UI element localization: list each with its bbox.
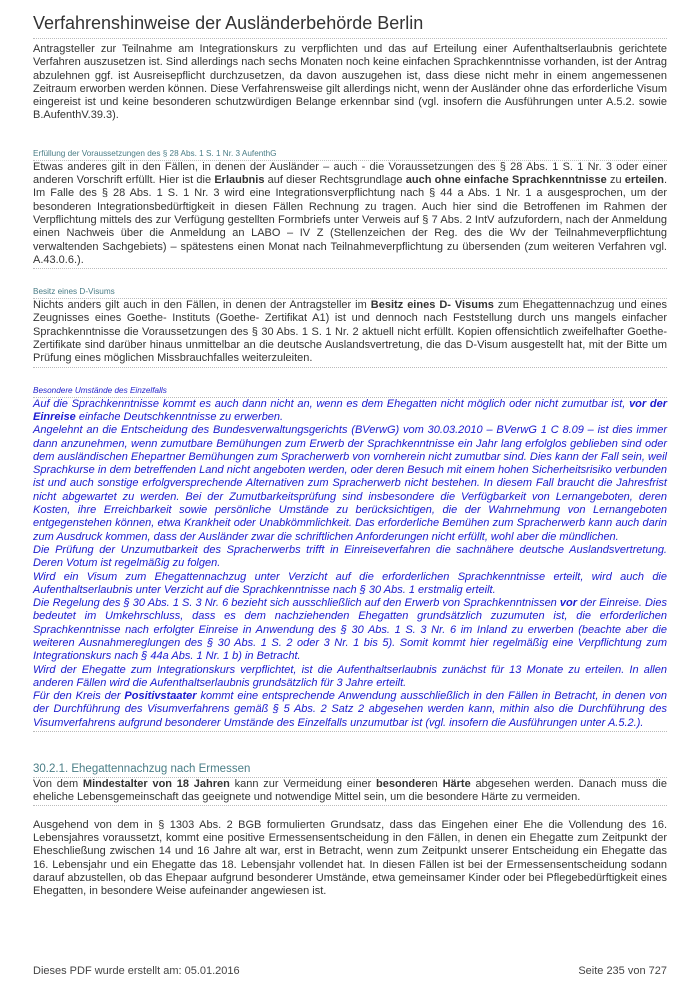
einzelfall-paragraph: Angelehnt an die Entscheidung des Bundesverwaltungsgerichts (BVerwG) vom 30.03.2010 – BVerwG 1 C 8.09 – ist dies immer dann anzunehmen, wenn zumutbare Bemühungen zum Erwerb der Sprachkenntnisse ein Jahr lang erfolglos geblieben sind oder dem ausländischen Ehepartner Bemühungen zum Spracherwerb von vornherein nicht zumutbar sind. Dies kann der Fall sein, weil Sprachkurse in dem betreffenden Land nicht angeboten werden, oder deren Besuch mit einem hohen Sicherheitsrisiko verbunden ist und auch sonstige erfolgversprechende Alternativen zum Spracherwerb nicht bestehen. In diesem Fall braucht die Jahresfrist nicht abgewartet zu werden. Bei der Zumutbarkeitsprüfung sind insbesondere die Verfügbarkeit von Lernangeboten, deren Kosten, ihre Erreichbarkeit sowie persönliche Umstände zu berücksichtigen, die der Wahrnehmung von Lernangeboten entgegenstehen können, etwa Krankheit oder Unabkömmlichkeit. Das erforderliche Bemühen zum Spracherwerb kann auch darin zum Ausdruck kommen, dass der Ausländer zwar die schriftlichen Anforderungen nicht erfüllt, wohl aber die mündlichen. xyxy=(33,424,667,543)
ehegattennachzug-paragraph: Ausgehend von dem in § 1303 Abs. 2 BGB formulierten Grundsatz, dass das Eingehen einer Ehe die Vollendung des 16. Lebensjahres voraussetzt, kommt eine positive Ermessensentscheidung in den Fällen, in denen ein Ehegatte zum Zeitpunkt der Eheschließung zwischen 14 und 16 Jahre alt war, erst in Betracht, wenn zum Zeitpunkt unserer Entscheidung ein Ehegatte das 16. Lebensjahr und ein Ehegatte das 18. Lebensjahr vollendet hat. In diesen Fällen ist bei der Ermessensentscheidung sodann darauf abzustellen, ob das Ehepaar aufgrund besonderer Umstände, etwa gemeinsamer Kinder oder bei Pflegebedürftigkeit eines Ehegatten, in besondere Weise aufeinander angewiesen ist. xyxy=(33,818,667,898)
page-title: Verfahrenshinweise der Ausländerbehörde Berlin xyxy=(33,12,667,39)
document-page xyxy=(33,0,667,898)
einzelfall-paragraph: Auf die Sprachkenntnisse kommt es auch dann nicht an, wenn es dem Ehegatten nicht möglich oder nicht zumutbar ist, vor der Einreise einfache Deutschkenntnisse zu erwerben. xyxy=(33,397,667,423)
intro-paragraph: Antragsteller zur Teilnahme am Integrationskurs zu verpflichten und das auf Erteilung einer Aufenthaltserlaubnis gerichtete Verfahren auszusetzen ist. Sind allerdings nach sechs Monaten noch keine einfachen Sprachkenntnisse vorhanden, ist der Antrag abzulehnen ggf. ist Ausreisepflicht durchzusetzen, da davon auszugehen ist, dass diese nicht mehr in einem angemessenen Zeitraum erworben werden können. Diese Verfahrensweise gilt allerdings nicht, wenn der Ausländer ohne das erforderliche Visum eingereist ist und keine besonderen schutzwürdigen Belange erkennbar sind (vgl. insofern die Ausführungen unter A.5.2. sowie B.AufenthV.39.3). xyxy=(33,43,667,122)
section-heading-einzelfall: Besondere Umstände des Einzelfalls xyxy=(33,385,667,398)
voraussetzungen-paragraph: Etwas anderes gilt in den Fällen, in denen der Ausländer – auch - die Voraussetzungen des § 28 Abs. 1 S. 1 Nr. 3 oder einer anderen Vorschrift erfüllt. Hier ist die Erlaubnis auf dieser Rechtsgrundlage auch ohne einfache Sprachkenntnisse zu erteilen. Im Falle des § 28 Abs. 1 S. 1 Nr. 3 wird eine Integrationsverpflichtung nach § 44 a Abs. 1 Nr. 1 a ausgesprochen, um der besonderen Integrationsbedürftigkeit in diesen Fällen Rechnung zu tragen. Auch hier sind die Betroffenen im Rahmen der Verpflichtung mittels des zur Verfügung gestellten Formbriefs unter Verweis auf § 7 Abs. 2 IntV aufzufordern, nach der Anmeldung einen Nachweis über die Anmeldung an LABO – IV Z (Stellenzeichen der Reg. des die Wv der Teilnahmeverpflichtung verwaltenden Sachgebiets) – spätestens einen Monat nach Teilnahmeverpflichtung zu übersenden (zum weiteren Verfahren vgl. A.43.0.6.). xyxy=(33,160,667,266)
footer-page-number: Seite 235 von 727 xyxy=(578,965,667,977)
page-footer xyxy=(33,965,667,977)
einzelfall-section xyxy=(33,398,667,732)
footer-created-date: Dieses PDF wurde erstellt am: 05.01.2016 xyxy=(33,965,240,977)
einzelfall-paragraph: Wird ein Visum zum Ehegattennachzug unter Verzicht auf die erforderlichen Sprachkenntnisse erteilt, wird auch die Aufenthaltserlaubnis unter Verzicht auf die Sprachkenntnisse nach § 30 Abs. 1 erstmalig erteilt. xyxy=(33,570,667,596)
einzelfall-paragraph: Für den Kreis der Positivstaater kommt eine entsprechende Anwendung ausschließlich in den Fällen in Betracht, in denen von der Durchführung des Visumverfahrens gemäß § 5 Abs. 2 Satz 2 abgesehen werden kann, mithin also die Durchführung des Visumverfahrens aufgrund besonderer Umstände des Einzelfalls unzumutbar ist (vgl. insofern die Ausführungen unter A.5.2.). xyxy=(33,690,667,729)
einzelfall-paragraph: Die Regelung des § 30 Abs. 1 S. 3 Nr. 6 bezieht sich ausschließlich auf den Erwerb von Sprachkenntnissen vor der Einreise. Dies bedeutet im Umkehrschluss, dass es dem nachziehenden Ehegatten grundsätzlich zuzumuten ist, die erforderlichen Sprachkenntnisse nach erfolgter Einreise in Anwendung des § 30 Abs. 1 S. 3 Nr. 6 im Inland zu erwerben (beachte aber die weiteren Ausnahmereglungen des § 30 Abs. 1 S. 2 oder 3 Nr. 1 bis 5). Somit kommt hier regelmäßig eine Verpflichtung zum Integrationskurs nach § 44a Abs. 1 Nr. 1 b) in Betracht. xyxy=(33,597,667,663)
einzelfall-paragraph: Die Prüfung der Unzumutbarkeit des Spracherwerbs trifft in Einreiseverfahren die sachnähere deutsche Auslandsvertretung. Deren Votum ist regelmäßig zu folgen. xyxy=(33,543,667,570)
ehegattennachzug-paragraph: Von dem Mindestalter von 18 Jahren kann zur Vermeidung einer besonderen Härte abgesehen werden. Danach muss die eheliche Lebensgemeinschaft das geeignete und notwendige Mittel sein, um die besondere Härte zu vermeiden. xyxy=(33,778,667,806)
section-heading-ehegattennachzug: 30.2.1. Ehegattennachzug nach Ermessen xyxy=(33,762,667,778)
d-visum-paragraph: Nichts anders gilt auch in den Fällen, in denen der Antragsteller im Besitz eines D- Visums zum Ehegattennachzug und eines Zeugnisses eines Goethe- Instituts (Goethe- Zertifikat A1) ist und dennoch nach Feststellung durch uns mangels einfacher Sprachkenntnisse die Voraussetzungen des § 30 Abs. 1 S. 1 Nr. 2 aktuell nicht erfüllt. Kopien offensichtlich zweifelhafter Goethe- Zertifikate sind darüber hinaus unmittelbar an die deutsche Auslandsvertretung, die das D-Visum ausgestellt hat, mit der Bitte um Prüfung eines möglichen Missbrauchfalles weiterzuleiten. xyxy=(33,299,668,365)
section-heading-voraussetzungen: Erfüllung der Voraussetzungen des § 28 Abs. 1 S. 1 Nr. 3 AufenthG xyxy=(33,148,667,161)
einzelfall-paragraph: Wird der Ehegatte zum Integrationskurs verpflichtet, ist die Aufenthaltserlaubnis zunächst für 13 Monate zu erteilen. In allen anderen Fällen wird die Aufenthaltserlaubnis grundsätzlich für 3 Jahre erteilt. xyxy=(33,663,667,689)
section-heading-d-visum: Besitz eines D-Visums xyxy=(33,286,667,299)
